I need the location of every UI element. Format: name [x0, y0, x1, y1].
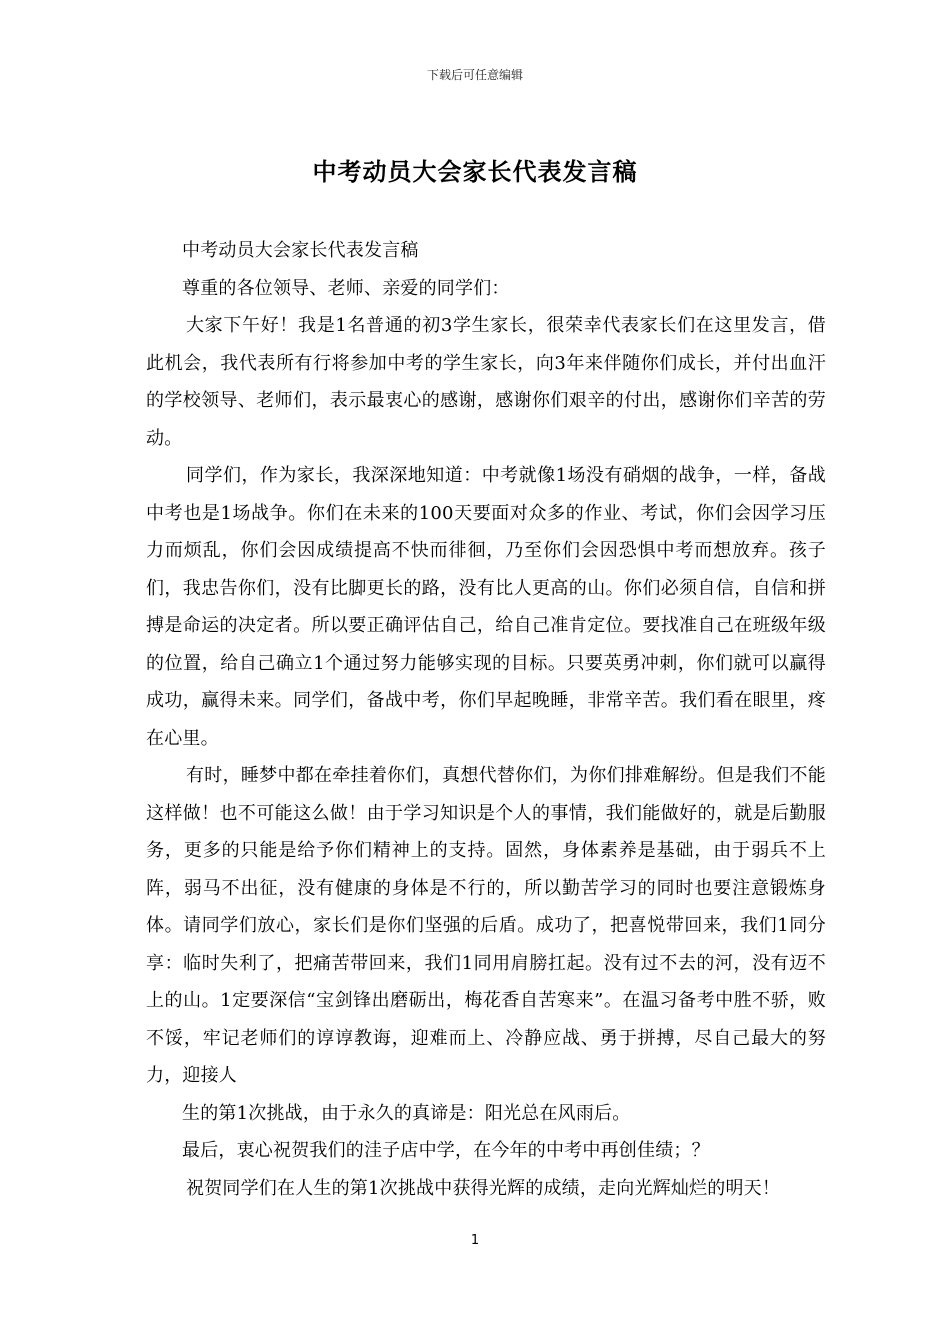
paragraph-closing: 最后，衷心祝贺我们的洼子店中学，在今年的中考中再创佳绩；？: [182, 1140, 710, 1161]
document-title: 中考动员大会家长代表发言稿: [312, 158, 638, 186]
document-body: [146, 232, 826, 1207]
paragraph-greeting: 大家下午好！我是1名普通的初3学生家长，很荣幸代表家长们在这里发言，借此机会，我代表所有行将参加中考的学生家长，向3年来伴随你们成长，并付出血汗的学校领导、老师们，表示最衷心的感谢，感谢你们艰辛的付出，感谢你们辛苦的劳动。: [146, 315, 826, 449]
paragraph-body-1: 同学们，作为家长，我深深地知道：中考就像1场没有硝烟的战争，一样，备战中考也是1场战争。你们在未来的100天要面对众多的作业、考试，你们会因学习压力而烦乱，你们会因成绩提高不快而徘徊，乃至你们会因恐惧中考而想放弃。孩子们，我忠告你们，没有比脚更长的路，没有比人更高的山。你们必须自信，自信和拼搏是命运的决定者。所以要正确评估自己，给自己准肯定位。要找准自己在班级年级的位置，给自己确立1个通过努力能够实现的目标。只要英勇冲刺，你们就可以赢得成功，赢得未来。同学们，备战中考，你们早起晚睡，非常辛苦。我们看在眼里，疼在心里。: [146, 465, 826, 749]
paragraph-subtitle: 中考动员大会家长代表发言稿: [182, 240, 419, 261]
paragraph-body-2: 有时，睡梦中都在牵挂着你们，真想代替你们，为你们排难解纷。但是我们不能这样做！也不可能这么做！由于学习知识是个人的事情，我们能做好的，就是后勤服务，更多的只能是给予你们精神上的支持。固然，身体素养是基础，由于弱兵不上阵，弱马不出征，没有健康的身体是不行的，所以勤苦学习的同时也要注意锻炼身体。请同学们放心，家长们是你们坚强的后盾。成功了，把喜悦带回来，我们1同分享：临时失利了，把痛苦带回来，我们1同用肩膀扛起。没有过不去的河，没有迈不上的山。1定要深信“宝剑锋出磨砺出，梅花香自苦寒来”。在温习备考中胜不骄，败不馁，牢记老师们的谆谆教诲，迎难而上、冷静应战、勇于拼搏，尽自己最大的努力，迎接人: [146, 765, 826, 1086]
paragraph-wishes: 祝贺同学们在人生的第1次挑战中获得光辉的成绩，走向光辉灿烂的明天！: [186, 1177, 781, 1199]
paragraph-salutation: 尊重的各位领导、老师、亲爱的同学们：: [182, 277, 510, 299]
header-note: 下载后可任意编辑: [426, 68, 523, 82]
page-number: 1: [470, 1233, 480, 1248]
paragraph-body-3: 生的第1次挑战，由于永久的真谛是：阳光总在风雨后。: [182, 1102, 631, 1124]
